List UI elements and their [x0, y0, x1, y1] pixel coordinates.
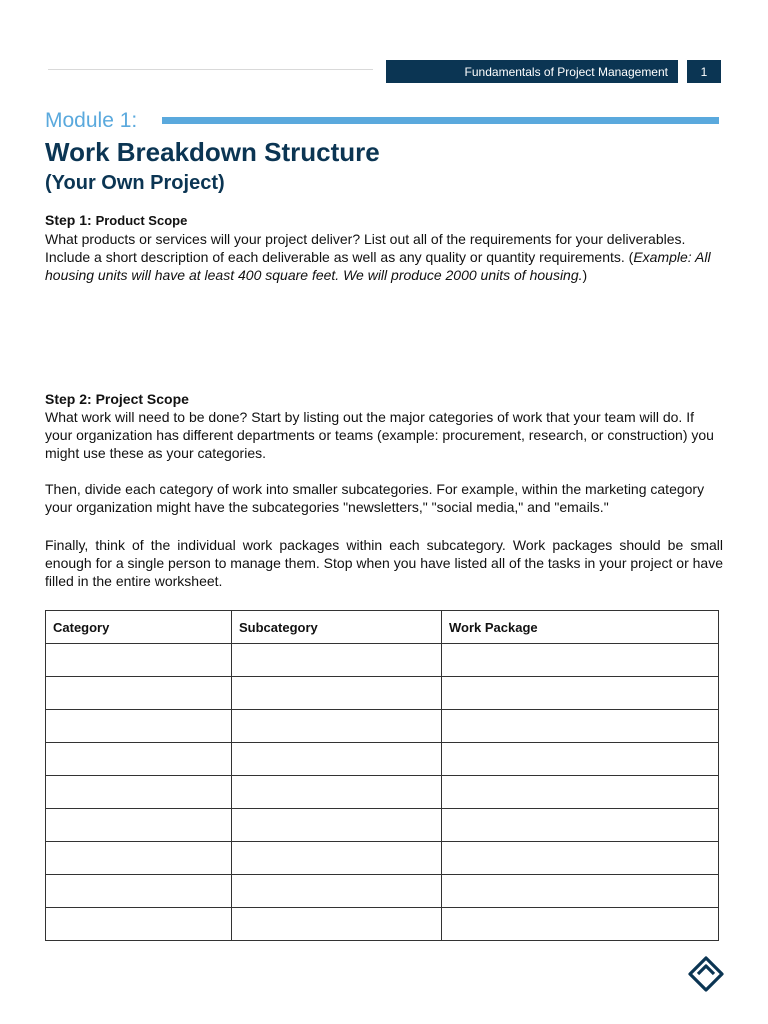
- work-package-cell[interactable]: [442, 776, 719, 809]
- subcategory-cell[interactable]: [232, 842, 442, 875]
- category-cell[interactable]: [46, 842, 232, 875]
- category-cell[interactable]: [46, 644, 232, 677]
- table-row: [46, 710, 719, 743]
- table-row: [46, 677, 719, 710]
- subcategory-cell[interactable]: [232, 776, 442, 809]
- work-package-cell[interactable]: [442, 875, 719, 908]
- table-row: [46, 644, 719, 677]
- subcategory-cell[interactable]: [232, 875, 442, 908]
- work-package-cell[interactable]: [442, 809, 719, 842]
- diamond-heart-logo-icon: [686, 954, 726, 994]
- module-accent-bar: [162, 117, 719, 124]
- subcategory-cell[interactable]: [232, 644, 442, 677]
- step-2-section: [45, 390, 725, 462]
- category-cell[interactable]: [46, 875, 232, 908]
- page-number: 1: [700, 64, 708, 79]
- module-label: Module 1:: [45, 109, 138, 132]
- subcategory-cell[interactable]: [232, 710, 442, 743]
- column-header-subcategory: Subcategory: [232, 611, 442, 644]
- work-package-cell[interactable]: [442, 710, 719, 743]
- column-header-category: Category: [46, 611, 232, 644]
- category-cell[interactable]: [46, 677, 232, 710]
- page-subtitle: (Your Own Project): [45, 172, 225, 194]
- table-row: [46, 842, 719, 875]
- table-row: [46, 908, 719, 941]
- step-1-description: [45, 230, 725, 284]
- work-package-cell[interactable]: [442, 743, 719, 776]
- course-title-banner: [386, 60, 678, 83]
- category-cell[interactable]: [46, 908, 232, 941]
- header-divider: [48, 69, 373, 70]
- table-header-row: [46, 611, 719, 644]
- wbs-worksheet-table: [45, 610, 719, 941]
- subcategory-cell[interactable]: [232, 743, 442, 776]
- step-1-text-end: ): [582, 267, 588, 283]
- subcategory-cell[interactable]: [232, 677, 442, 710]
- step-1-text: What products or services will your project deliver? List out all of the requirements for your deliverables. Include a short description of each deliverable as well as any quality or quantity requirements. (: [45, 231, 686, 265]
- step-1-heading-prefix: Step 1:: [45, 212, 96, 228]
- course-title: Fundamentals of Project Management: [464, 64, 668, 79]
- step-2-heading: Step 2: Project Scope: [45, 391, 189, 407]
- work-package-cell[interactable]: [442, 842, 719, 875]
- page-number-box: [687, 60, 721, 83]
- table-row: [46, 776, 719, 809]
- page-title: Work Breakdown Structure: [45, 137, 380, 167]
- category-cell[interactable]: [46, 743, 232, 776]
- table-row: [46, 875, 719, 908]
- subcategory-cell[interactable]: [232, 809, 442, 842]
- table-row: [46, 743, 719, 776]
- step-2-paragraph-2: Then, divide each category of work into smaller subcategories. For example, within the marketing category your organization might have the subcategories "newsletters," "social media," and "emails.": [45, 481, 705, 515]
- column-header-work-package: Work Package: [442, 611, 719, 644]
- step-2-paragraph-1: What work will need to be done? Start by listing out the major categories of work that your team will do. If your organization has different departments or teams (example: procurement, research, or construction) you might use these as your categories.: [45, 409, 714, 461]
- work-package-cell[interactable]: [442, 644, 719, 677]
- step-1-example: Example: All housing units will have at least 400 square feet. We will produce 2000 units of housing.: [45, 249, 711, 283]
- category-cell[interactable]: [46, 710, 232, 743]
- step-1-section: [45, 211, 725, 284]
- step-1-heading: [45, 211, 725, 230]
- work-package-cell[interactable]: [442, 677, 719, 710]
- category-cell[interactable]: [46, 809, 232, 842]
- table-row: [46, 809, 719, 842]
- work-package-cell[interactable]: [442, 908, 719, 941]
- step-2-paragraph-3: Finally, think of the individual work packages within each subcategory. Work packages should be small enough for a single person to manage them. Stop when you have listed all of the tasks in your project or have filled in the entire worksheet.: [45, 537, 723, 589]
- step-1-heading-name: Product Scope: [95, 213, 188, 228]
- category-cell[interactable]: [46, 776, 232, 809]
- subcategory-cell[interactable]: [232, 908, 442, 941]
